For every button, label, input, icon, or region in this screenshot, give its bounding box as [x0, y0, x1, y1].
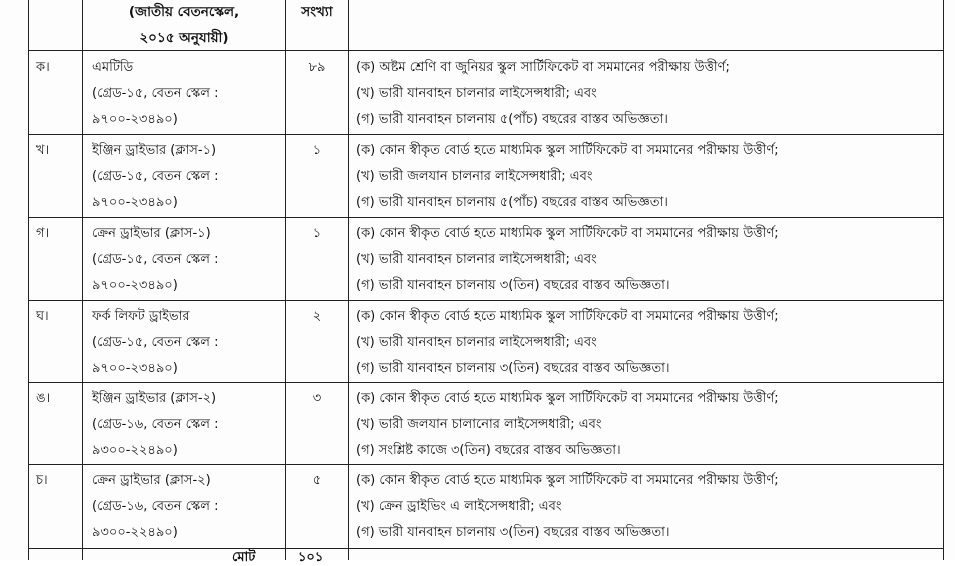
row-post	[92, 386, 282, 464]
table-border-right	[943, 0, 944, 560]
qualification-item: (গ) ভারী যানবাহন চালনায় ৫(পাঁচ) বছরের বাস্তব অভিজ্ঞতা।	[356, 195, 668, 210]
qualification-item: (খ) ভারী যানবাহন চালনার লাইসেন্সধারী; এবং	[356, 335, 597, 350]
qualification-item: (গ) ভারী যানবাহন চালনায় ৩(তিন) বছরের বাস্তব অভিজ্ঞতা।	[356, 361, 670, 376]
qualification-item: (খ) ভারী জলযান চালানোর লাইসেন্সধারী; এবং	[356, 417, 602, 432]
post-grade: (গ্রেড-১৫, বেতন স্কেল :	[92, 169, 219, 184]
table-row-rule	[28, 464, 944, 465]
table-row-rule	[28, 134, 944, 135]
post-grade: (গ্রেড-১৫, বেতন স্কেল :	[92, 335, 219, 350]
row-count: ৩	[312, 391, 322, 406]
table-divider-count	[348, 0, 349, 560]
qualification-item: (খ) ক্রেন ড্রাইভিং এ লাইসেন্সধারী; এবং	[356, 499, 562, 514]
post-title: ফর্ক লিফট ড্রাইভার	[92, 309, 190, 324]
qualification-item: (গ) ভারী যানবাহন চালনায় ৩(তিন) বছরের বাস্তব অভিজ্ঞতা।	[356, 525, 670, 540]
post-grade: (গ্রেড-১৬, বেতন স্কেল :	[92, 417, 219, 432]
header-post-line-1: (জাতীয় বেতনস্কেল,	[128, 4, 240, 20]
row-serial: খ।	[36, 143, 50, 158]
row-serial: চ।	[36, 473, 48, 488]
qualification-item: (ক) কোন স্বীকৃত বোর্ড হতে মাধ্যমিক স্কুল সার্টিফিকেট বা সমমানের পরীক্ষায় উত্তীর্ণ;	[356, 143, 779, 158]
post-scale: ৯৭০০-২৩৪৯০)	[92, 195, 178, 210]
row-count: ১	[312, 226, 322, 241]
row-qualifications	[356, 468, 941, 546]
post-title: ইঞ্জিন ড্রাইভার (ক্লাস-২)	[92, 391, 217, 406]
header-count-column	[286, 0, 348, 26]
qualification-item: (খ) ভারী যানবাহন চালনার লাইসেন্সধারী; এবং	[356, 252, 597, 267]
row-count: ৫	[312, 473, 322, 488]
row-qualifications	[356, 304, 941, 382]
header-post-line-2: ২০১৫ অনুযায়ী)	[139, 30, 229, 46]
post-title: এমটিডি	[92, 60, 134, 75]
row-count: ৮৯	[308, 60, 326, 75]
header-count-label: সংখ্যা	[301, 4, 333, 20]
qualification-item: (ক) কোন স্বীকৃত বোর্ড হতে মাধ্যমিক স্কুল সার্টিফিকেট বা সমমানের পরীক্ষায় উত্তীর্ণ;	[356, 226, 779, 241]
table-border-left	[28, 0, 29, 560]
row-post	[92, 138, 282, 216]
row-serial: ঘ।	[36, 309, 49, 324]
row-post	[92, 55, 282, 133]
qualification-item: (গ) ভারী যানবাহন চালনায় ৫(পাঁচ) বছরের বাস্তব অভিজ্ঞতা।	[356, 112, 668, 127]
row-qualifications	[356, 221, 941, 299]
post-scale: ৯৭০০-২৩৪৯০)	[92, 361, 178, 376]
row-count: ১	[312, 143, 322, 158]
row-qualifications	[356, 55, 941, 133]
post-scale: ৯৩০০-২২৪৯০)	[92, 443, 178, 458]
row-qualifications	[356, 138, 941, 216]
post-grade: (গ্রেড-১৫, বেতন স্কেল :	[92, 86, 219, 101]
qualification-item: (গ) সংশ্লিষ্ট কাজে ৩(তিন) বছরের বাস্তব অভিজ্ঞতা।	[356, 443, 621, 458]
row-post	[92, 468, 282, 546]
row-serial: ক।	[36, 60, 50, 75]
table-row-rule	[28, 217, 944, 218]
qualification-item: (খ) ভারী যানবাহন চালনার লাইসেন্সধারী; এবং	[356, 86, 597, 101]
qualification-item: (গ) ভারী যানবাহন চালনায় ৩(তিন) বছরের বাস্তব অভিজ্ঞতা।	[356, 278, 670, 293]
row-post	[92, 304, 282, 382]
post-title: ক্রেন ড্রাইভার (ক্লাস-১)	[92, 226, 211, 241]
total-count: ১০১	[298, 550, 324, 565]
table-row-rule	[28, 300, 944, 301]
post-title: ইঞ্জিন ড্রাইভার (ক্লাস-১)	[92, 143, 217, 158]
post-scale: ৯৭০০-২৩৪৯০)	[92, 112, 178, 127]
row-count: ২	[312, 309, 322, 324]
table-divider-serial	[82, 0, 83, 560]
post-scale: ৯৭০০-২৩৪৯০)	[92, 278, 178, 293]
post-title: ক্রেন ড্রাইভার (ক্লাস-২)	[92, 473, 211, 488]
post-scale: ৯৩০০-২২৪৯০)	[92, 525, 178, 540]
table-footer-rule	[28, 548, 944, 549]
total-label: মোট	[232, 550, 256, 565]
row-serial: ঙ।	[36, 391, 51, 406]
row-serial: গ।	[36, 226, 50, 241]
row-post	[92, 221, 282, 299]
qualification-item: (খ) ভারী জলযান চালনার লাইসেন্সধারী; এবং	[356, 169, 593, 184]
qualification-item: (ক) কোন স্বীকৃত বোর্ড হতে মাধ্যমিক স্কুল সার্টিফিকেট বা সমমানের পরীক্ষায় উত্তীর্ণ;	[356, 391, 779, 406]
header-post-column	[86, 0, 282, 52]
post-grade: (গ্রেড-১৬, বেতন স্কেল :	[92, 499, 219, 514]
qualification-item: (ক) কোন স্বীকৃত বোর্ড হতে মাধ্যমিক স্কুল সার্টিফিকেট বা সমমানের পরীক্ষায় উত্তীর্ণ;	[356, 473, 779, 488]
table-row-rule	[28, 382, 944, 383]
row-qualifications	[356, 386, 941, 464]
qualification-item: (ক) অষ্টম শ্রেণি বা জুনিয়র স্কুল সার্টিফিকেট বা সমমানের পরীক্ষায় উত্তীর্ণ;	[356, 60, 730, 75]
post-grade: (গ্রেড-১৫, বেতন স্কেল :	[92, 252, 219, 267]
qualification-item: (ক) কোন স্বীকৃত বোর্ড হতে মাধ্যমিক স্কুল সার্টিফিকেট বা সমমানের পরীক্ষায় উত্তীর্ণ;	[356, 309, 779, 324]
